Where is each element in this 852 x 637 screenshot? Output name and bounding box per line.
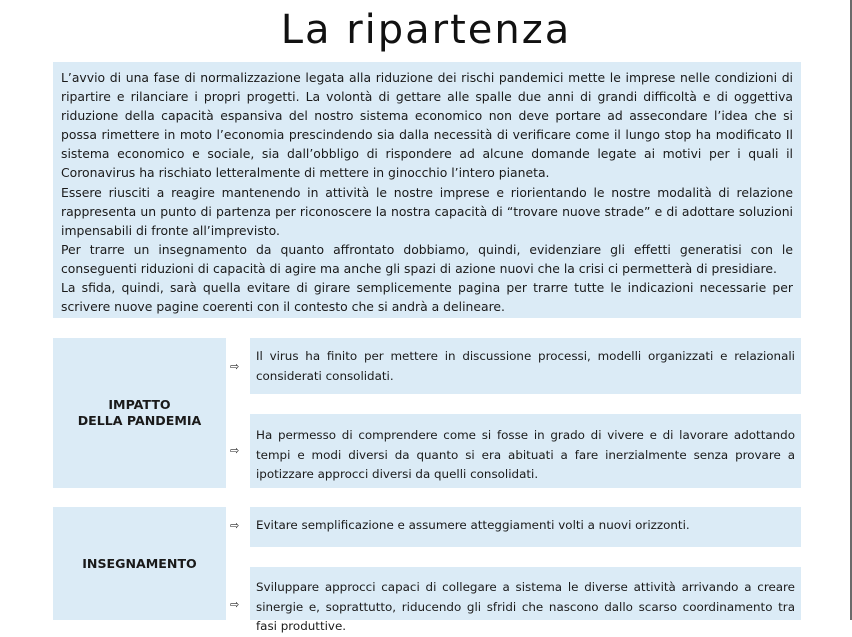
arrow-icon: ⇨ [230,360,240,373]
intro-text-box [53,62,801,318]
section-item-text: Il virus ha finito per mettere in discussione processi, modelli organizzati e relazionali considerati consolidati. [256,349,795,383]
arrow-icon: ⇨ [230,444,240,457]
section-item-text: Ha permesso di comprendere come si fosse in grado di vivere e di lavorare adottando tempi e modi diversi da quanto si era abituati a fare inerzialmente senza provare a ipotizzare approcci diversi da quelli consolidati. [256,428,795,481]
section-label-impatto [53,338,226,488]
intro-paragraph: L’avvio di una fase di normalizzazione legata alla riduzione dei rischi pandemici mette le imprese nelle condizioni di ripartire e rilanciare i propri progetti. La volontà di gettare alle spalle due anni di grandi difficoltà e di oggettiva riduzione della capacità espansiva del nostro sistema economico non deve portare ad assecondare l’idea che si possa rimettere in moto l’economia prescindendo sia dalla necessità di verificare come il lungo stop ha modificato Il sistema economico e sociale, sia dall’obbligo di rispondere ad alcune domande legate ai motivi per i quali il Coronavirus ha rischiato letteralmente di mettere in ginocchio l’intero pianeta. [61,70,793,181]
section-item-text: Sviluppare approcci capaci di collegare a sistema le diverse attività arrivando a creare sinergie e, soprattutto, riducendo gli sfridi che nascono dallo scarso coordinamento tra fasi produttive. [256,580,795,633]
section-item-box [250,338,801,394]
section-label-line: DELLA PANDEMIA [77,413,202,428]
section-label-line: INSEGNAMENTO [82,555,197,571]
section-item-box [250,567,801,633]
intro-paragraph: Essere riusciti a reagire mantenendo in attività le nostre imprese e riorientando le nostre modalità di relazione rappresenta un punto di partenza per riconoscere la nostra capacità di “trovare nuove strade” e di adottare soluzioni impensabili di fronte all’imprevisto. [61,184,793,238]
intro-paragraph: La sfida, quindi, sarà quella evitare di girare semplicemente pagina per trarre tutte le indicazioni necessarie per scrivere nuove pagine coerenti con il contesto che si andrà a delineare. [61,280,793,315]
intro-paragraph: Per trarre un insegnamento da quanto affrontato dobbiamo, quindi, evidenziare gli effetti generatisi con le conseguenti riduzioni di capacità di agire ma anche gli spazi di azione nuovi che la crisi ci permetterà di presidiare. [61,241,793,276]
page-title: La ripartenza [280,7,572,53]
section-item-text: Evitare semplificazione e assumere atteggiamenti volti a nuovi orizzonti. [256,518,690,532]
arrow-icon: ⇨ [230,598,240,611]
section-item-box [250,507,801,547]
section-label-line: IMPATTO [108,397,171,412]
arrow-icon: ⇨ [230,519,240,532]
section-item-box [250,414,801,488]
section-label-insegnamento [53,507,226,620]
